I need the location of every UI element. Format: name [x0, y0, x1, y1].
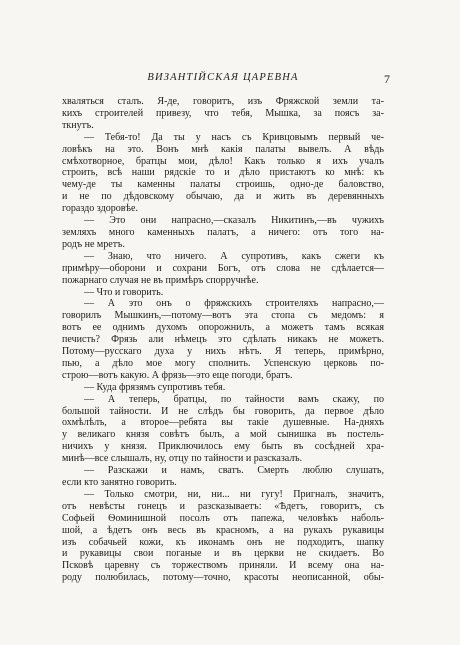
text-line: — Это они напрасно,—сказалъ Никитинъ,—въ чужихъ	[84, 215, 384, 227]
text-line: у великаго князя совѣтъ былъ, а мой сынишка въ постель-	[62, 429, 384, 441]
text-line: говорилъ Мышкинъ,—потому—вотъ эта стопа съ медомъ: я	[62, 310, 384, 322]
text-line: пожарнаго случая не въ примѣръ спорручнѣе.	[62, 274, 259, 286]
text-line: ничихъ у князя. Приключилось ему быть въ сосѣдней хра-	[62, 441, 384, 453]
text-line: — А теперь, братцы, по тайности вамъ скажу, по	[84, 393, 384, 405]
text-line: если кто занятно говорить.	[62, 477, 177, 488]
text-line: охмѣлѣлъ, а второе—ребята вы такіе душевные. На-дняхъ	[62, 417, 384, 429]
text-line: пью, а дѣло мое могу сполнить. Успенскую церковь по-	[62, 357, 384, 369]
text-line: — Что и говорить.	[84, 286, 164, 298]
text-line: большой тайности. И не слѣдъ бы говорить, да первое дѣло	[62, 405, 384, 417]
text-line: Софьей Ѳоминишной посолъ отъ папежа, человѣкъ наболь-	[62, 512, 384, 524]
text-line: строить, всѣ наши рядскіе то и дѣло пристаютъ ко мнѣ: къ	[62, 167, 384, 179]
text-line: минѣ—все слышалъ, ну, отцу по тайности и разсказалъ.	[62, 453, 303, 465]
text-line: ткнутъ.	[62, 119, 94, 131]
text-line: изъ собачьей кожи, къ иконамъ онъ не подходитъ, шапку	[62, 536, 384, 548]
text-line: земляхъ много каменныхъ палатъ, а ничего: отъ того на-	[62, 226, 384, 238]
text-line: шой, а ѣдетъ онъ весь въ красномъ, а на рукахъ рукавицы	[62, 524, 384, 536]
text-line: — А это онъ о фряжскихъ строителяхъ напрасно,—	[84, 298, 384, 310]
text-line: примѣру—оборони и сохрани Богъ, отъ слова не сдѣлается—	[62, 262, 384, 274]
text-line: отъ невѣсты гонецъ и разсказываетъ: «Ѣдетъ, говоритъ, съ	[62, 500, 384, 512]
text-line: роду полюбилась, потому—точно, красоты неописанной, обы-	[62, 572, 384, 584]
page-number: 7	[384, 72, 390, 86]
running-title: ВИЗАНТІЙСКАЯ ЦАРЕВНА	[147, 72, 299, 83]
text-line: Псковѣ царевну съ торжествомъ приняли. И всему она на-	[62, 560, 384, 572]
text-line: печисть? Фрязь али нѣмецъ это сдѣлать никакъ не можетъ.	[62, 334, 384, 346]
text-line: хваляться сталъ. Я-де, говоритъ, изъ Фряжской земли та-	[62, 96, 384, 107]
text-line: — Знаю, что ничего. А супротивъ, какъ сжеги къ	[84, 250, 384, 262]
text-line: родъ не мретъ.	[62, 238, 125, 250]
text-line: гораздо здоровѣе.	[62, 203, 138, 215]
text-line: кихъ строителей привезу, что тебя, Мышка, за поясъ за-	[62, 107, 384, 119]
text-line: ловѣкъ на это. Вонъ мнѣ какія палаты вывелъ. А вѣдь	[62, 143, 384, 155]
text-line: — Куда фрязямъ супротивъ тебя.	[84, 381, 226, 393]
text-line: — Только смотри, ни, ни... ни гугу! Пригналъ, значитъ,	[84, 488, 384, 500]
text-line: и не по дѣдовскому обычаю, да и жить въ деревянныхъ	[62, 191, 384, 203]
page-header	[64, 72, 390, 88]
body-text	[62, 96, 384, 584]
text-line: — Разскажи и намъ, сватъ. Смерть люблю слушать,	[84, 465, 384, 477]
text-line: и рукавицы свои поганые и въ церкви не скидаетъ. Во	[62, 548, 384, 560]
text-line: строю—вотъ какую. А фрязь—это еще погоди, братъ.	[62, 369, 293, 381]
text-line: вотъ ее однимъ духомъ опорожнилъ, а можетъ тамъ всякая	[62, 322, 384, 334]
text-line: Потому—русскаго духа у нихъ нѣтъ. Я теперь, примѣрно,	[62, 346, 384, 358]
text-line: чему-де ты каменны палаты строишь, одно-де баловство,	[62, 179, 384, 191]
text-line: — Тебя-то! Да ты у насъ съ Кривцовымъ первый че-	[84, 131, 384, 143]
text-line: смѣхотворное, братцы мои, дѣло! Какъ только я ихъ учалъ	[62, 155, 384, 167]
